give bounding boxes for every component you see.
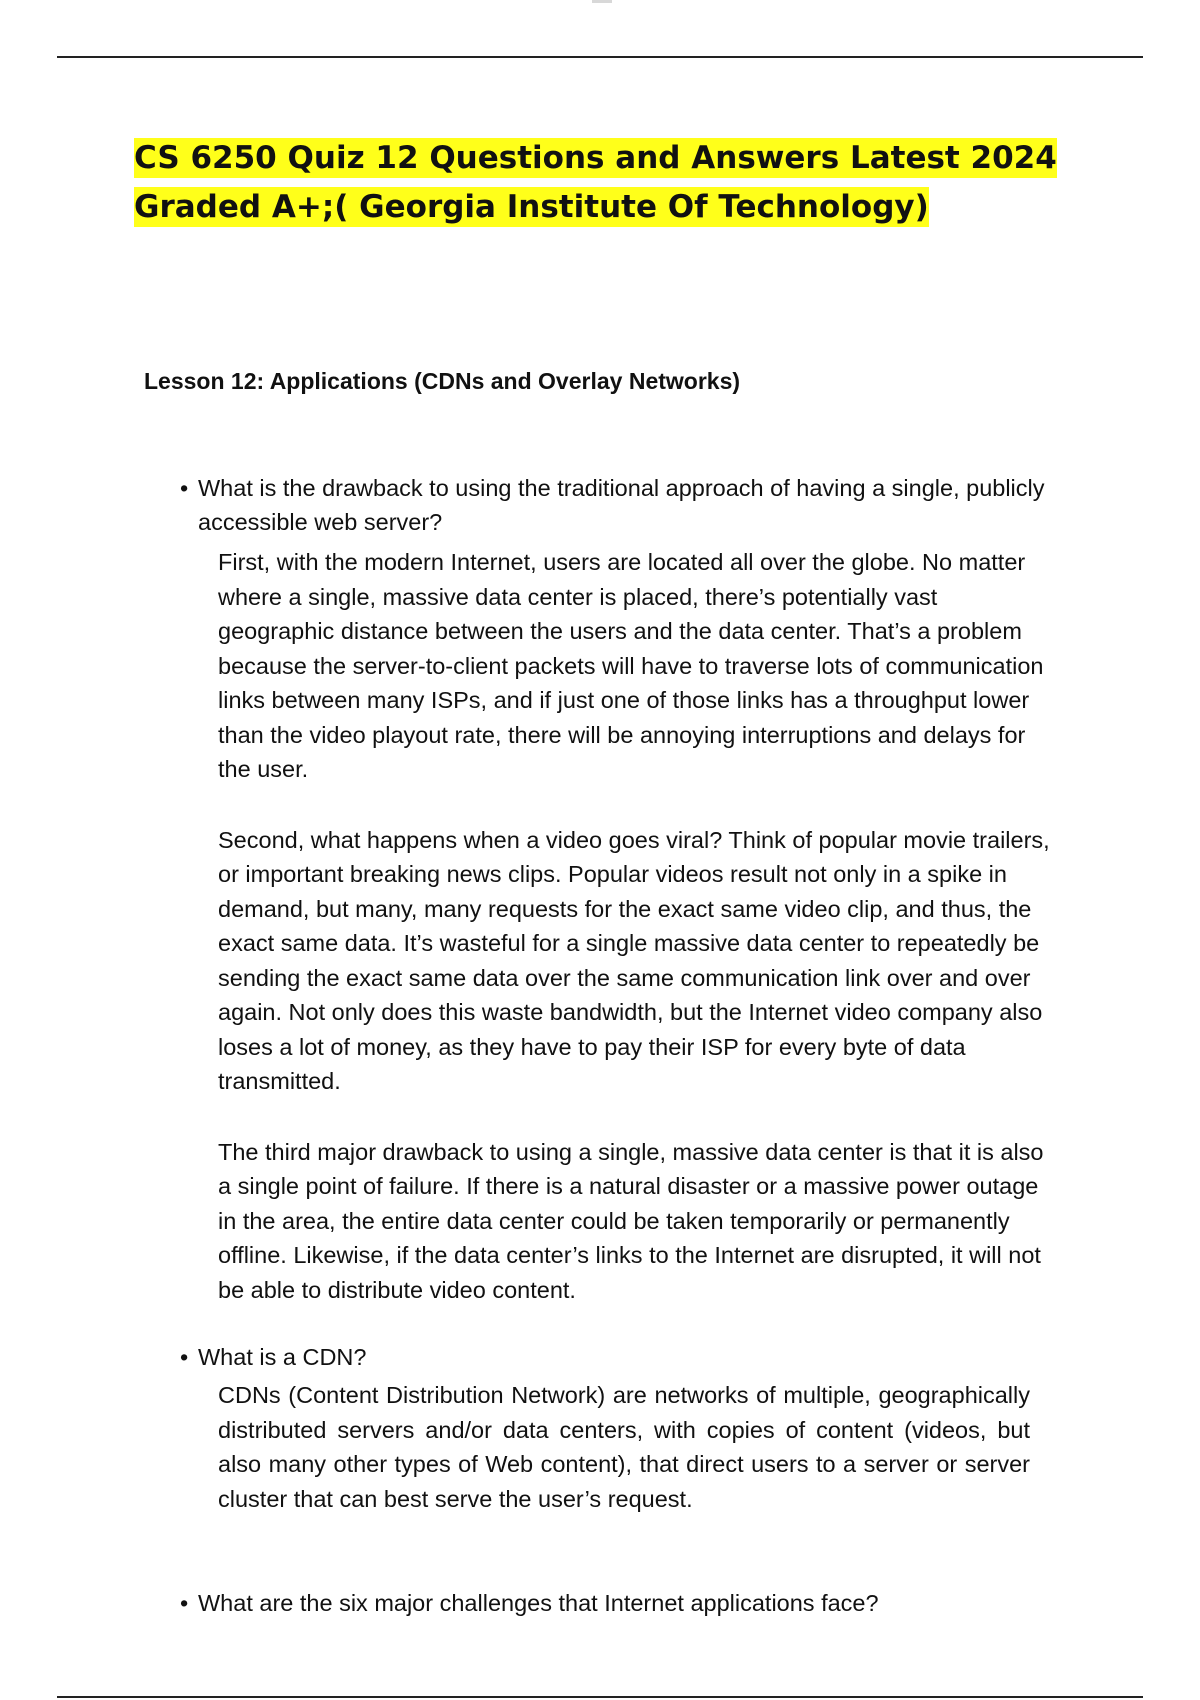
page-top-mark bbox=[592, 0, 612, 3]
answer bbox=[218, 545, 1060, 1307]
question bbox=[180, 1586, 1060, 1620]
lesson-heading: Lesson 12: Applications (CDNs and Overlay Networks) bbox=[144, 368, 741, 394]
question-text: What is the drawback to using the traditional approach of having a single, publicly accessible web server? bbox=[198, 475, 1045, 535]
header-divider bbox=[57, 56, 1143, 58]
question-text: What is a CDN? bbox=[198, 1344, 367, 1370]
document-title-highlight: CS 6250 Quiz 12 Questions and Answers Latest 2024 Graded A+;( Georgia Institute Of Technology) bbox=[134, 140, 1057, 225]
question-text: What are the six major challenges that Internet applications face? bbox=[198, 1590, 879, 1616]
answer-paragraph-3: The third major drawback to using a single, massive data center is that it is also a single point of failure. If there is a natural disaster or a massive power outage in the area, the entire data center could be taken temporarily or permanently offline. Likewise, if the data center’s links to the Internet are disrupted, it will not be able to distribute video content. bbox=[218, 1138, 1044, 1303]
answer-paragraph-2: Second, what happens when a video goes viral? Think of popular movie trailers, or important breaking news clips. Popular videos result not only in a spike in demand, but many, many requests for the exact same video clip, and thus, the exact same data. It’s wasteful for a single massive data center to repeatedly be sending the exact same data over the same communication link over and over again. Not only does this waste bandwidth, but the Internet video company also loses a lot of money, as they have to pay their ISP for every byte of data transmitted. bbox=[218, 826, 1050, 1094]
footer-divider bbox=[57, 1696, 1143, 1698]
bullet-icon: • bbox=[180, 1344, 189, 1370]
question bbox=[180, 471, 1060, 539]
qa-item-cdn bbox=[180, 1340, 1060, 1516]
qa-item-drawback bbox=[180, 471, 1060, 1307]
answer bbox=[218, 1378, 1030, 1516]
bullet-icon: • bbox=[180, 1590, 189, 1616]
document-title bbox=[134, 134, 1094, 232]
question bbox=[180, 1340, 1060, 1374]
qa-item-challenges bbox=[180, 1586, 1060, 1620]
answer-paragraph-1: First, with the modern Internet, users are located all over the globe. No matter where a single, massive data center is placed, there’s potentially vast geographic distance between the users and the data center. That’s a problem because the server-to-client packets will have to traverse lots of communication links between many ISPs, and if just one of those links has a throughput lower than the video playout rate, there will be annoying interruptions and delays for the user. bbox=[218, 549, 1044, 782]
bullet-icon: • bbox=[180, 475, 189, 501]
answer-paragraph-1: CDNs (Content Distribution Network) are networks of multiple, geographically distributed servers and/or data centers, with copies of content (videos, but also many other types of Web content), that direct users to a server or server cluster that can best serve the user’s request. bbox=[218, 1382, 1030, 1512]
